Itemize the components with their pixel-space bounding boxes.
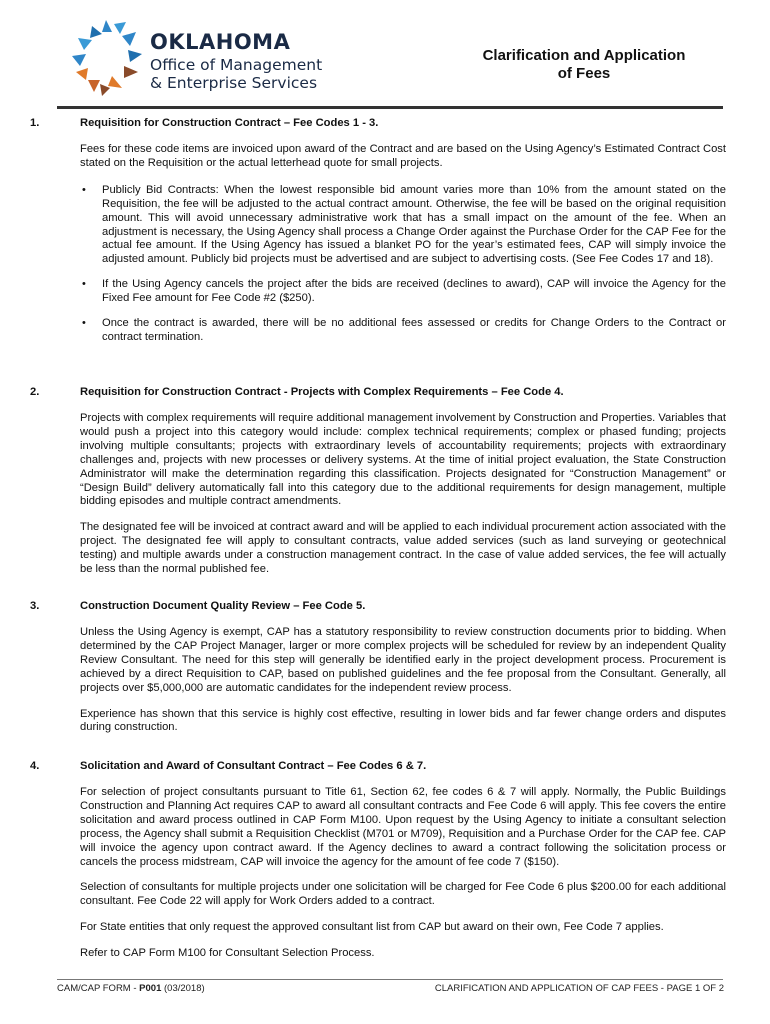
section-title: Requisition for Construction Contract - Projects with Complex Requirements – Fee Code 4.	[80, 386, 564, 398]
org-subtitle-line-2: & Enterprise Services	[150, 74, 318, 92]
section-number: 1.	[30, 117, 40, 129]
section-3	[30, 600, 726, 735]
section-paragraph: Selection of consultants for multiple projects under one solicitation will be charged for Fee Code 6 plus $200.00 for each additional consultant. Fee Code 22 will apply for Work Orders added to a contract.	[80, 881, 726, 908]
section-heading	[30, 600, 726, 614]
section-paragraph: For selection of project consultants pursuant to Title 61, Section 62, fee codes 6 & 7 will apply. Normally, the Public Buildings Construction and Planning Act requires CAP to award all consultant contracts and Fee Code 6 will apply. This fee covers the entire solicitation and award process outlined in CAP Form M100. Upon request by the Using Agency to initiate a consultant selection process, the Agency shall submit a Requisition Checklist (M701 or M709), Requisition and a Purchase Order for the CAP fee. CAP will invoice the agency upon contract award. If the Agency declines to award a contract following the solicitation process or cancels the process midstream, CAP will invoice the agency for the amount of fee code 7 ($150).	[80, 786, 726, 868]
footer-form-date: (03/2018)	[161, 983, 205, 994]
footer-form-prefix: CAM/CAP FORM -	[57, 983, 140, 994]
bullet-list	[30, 184, 726, 345]
section-paragraph: Projects with complex requirements will require additional management involvement by Construction and Properties. Variables that would push a project into this category would include: complex technical requirements; complex or phased funding; projects involving multiple consultants; projects with extraordinary levels of accountability requirements; projects with extraordinary challenges and, projects with new processes or delivery systems. At the time of initial project evaluation, the State Construction Administrator will make the determination regarding this classification. Projects designated for “Construction Management” or “Design Build” delivery automatically fall into this category due to the additional requirements for design management, multiple bidding episodes and multiple contract amendments.	[80, 412, 726, 508]
footer-page-label: CLARIFICATION AND APPLICATION OF CAP FEES - PAGE 1 OF 2	[434, 983, 724, 994]
bullet-item: • Once the contract is awarded, there will be no additional fees assessed or credits for Change Orders to the Contract or contract termination.	[30, 317, 726, 345]
section-heading	[30, 760, 726, 774]
document-title-line-1: Clarification and Application	[482, 47, 686, 64]
section-number: 4.	[30, 760, 40, 772]
title-divider	[57, 106, 723, 109]
bullet-item: • If the Using Agency cancels the project after the bids are received (declines to award), CAP will invoice the Agency for the Fixed Fee amount for Fee Code #2 ($250).	[30, 278, 726, 306]
footer-divider	[57, 979, 723, 980]
star-emblem-icon	[66, 18, 146, 96]
section-number: 3.	[30, 600, 40, 612]
section-title: Construction Document Quality Review – Fee Code 5.	[80, 600, 366, 612]
section-title: Requisition for Construction Contract – Fee Codes 1 - 3.	[80, 117, 379, 129]
org-subtitle-line-1: Office of Management	[150, 56, 323, 74]
section-paragraph: Unless the Using Agency is exempt, CAP has a statutory responsibility to review construction documents prior to bidding. When determined by the CAP Project Manager, larger or more complex projects will be scheduled for review by an independent Quality Review Consultant. The need for this step will generally be identified early in the project development process. Procurement is achieved by a direct Requisition to CAP, based on published guidelines and the fee proposal from the Consultant. Generally, all projects over $5,000,000 are automatic candidates for the independent review process.	[80, 626, 726, 694]
bullet-item: • Publicly Bid Contracts: When the lowest responsible bid amount varies more than 10% from the amount stated on the Requisition, the fee will be adjusted to the actual contract amount. Otherwise, the fee will be based on the original requisition amount. This will avoid unnecessary administrative work that has a small impact on the amount of the fee. When an adjustment is necessary, the Using Agency shall process a Change Order against the Purchase Order for the CAP Fee for the actual fee amount. If the Using Agency has issued a blanket PO for the year’s estimated fees, CAP will simply invoice the adjusted amount. Publicly bid projects must be advertised and are subject to advertising costs. (See Fee Codes 17 and 18).	[30, 184, 726, 267]
section-heading	[30, 117, 726, 131]
footer-form-id	[57, 983, 205, 994]
section-2	[30, 386, 726, 577]
section-4	[30, 760, 726, 961]
section-number: 2.	[30, 386, 40, 398]
section-paragraph: Refer to CAP Form M100 for Consultant Selection Process.	[80, 947, 375, 960]
section-title: Solicitation and Award of Consultant Contract – Fee Codes 6 & 7.	[80, 760, 427, 772]
section-paragraph: For State entities that only request the approved consultant list from CAP but award on their own, Fee Code 7 applies.	[80, 921, 664, 934]
document-title-line-2: of Fees	[557, 65, 611, 82]
footer-form-code: P001	[139, 983, 162, 994]
org-name: OKLAHOMA	[150, 30, 291, 54]
omes-logo	[66, 18, 336, 96]
section-heading	[30, 386, 726, 400]
section-paragraph: Fees for these code items are invoiced upon award of the Contract and are based on the Using Agency’s Estimated Contract Cost stated on the Requisition or the actual letterhead quote for small projects.	[80, 143, 726, 169]
document-title	[470, 47, 698, 83]
section-paragraph: The designated fee will be invoiced at contract award and will be applied to each individual procurement action associated with the project. The designated fee will apply to consultant contracts, value added services (such as land surveying or geotechnical testing) and multiple awards under a construction management contract. In the case of value added services, the fee will actually be less than the normal published fee.	[80, 521, 726, 576]
section-1	[30, 117, 726, 356]
section-paragraph: Experience has shown that this service is highly cost effective, resulting in lower bids and far fewer change orders and disputes during construction.	[80, 707, 726, 734]
